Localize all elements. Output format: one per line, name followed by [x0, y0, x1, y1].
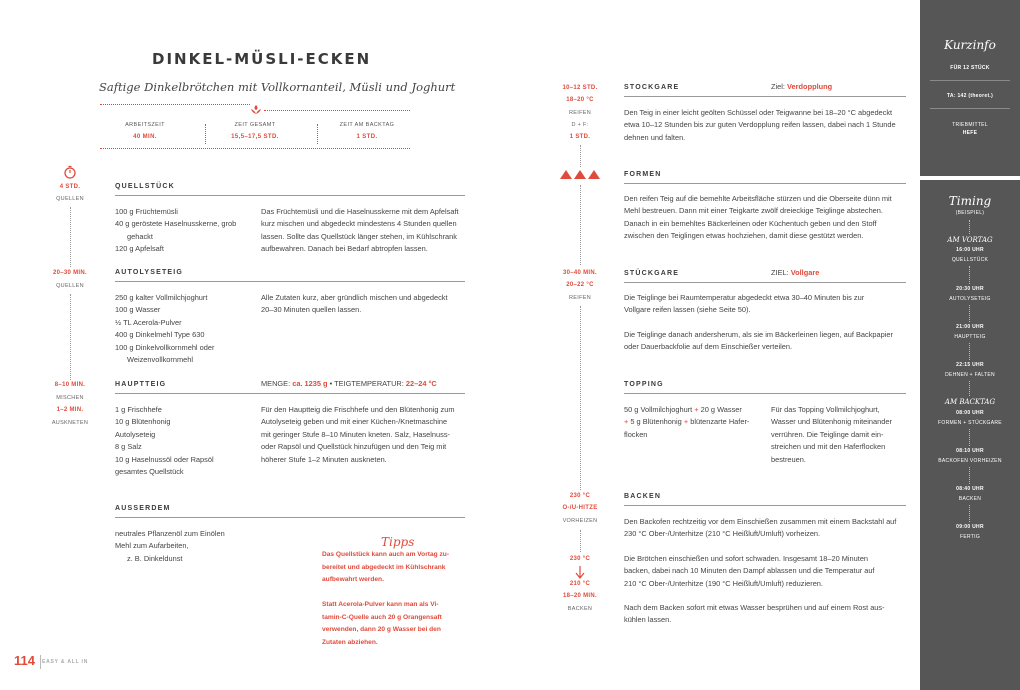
header-bottom-divider	[100, 148, 410, 149]
arrow-down-icon	[575, 565, 585, 579]
hauptteig-label-auskneten: AUSKNETEN	[51, 420, 89, 426]
backen-time: 18–20 MIN.	[562, 593, 598, 599]
hauptteig-menge	[261, 378, 437, 390]
timeline-connector	[70, 294, 71, 380]
page-number: 114	[14, 653, 35, 668]
ingredient-line: 8 g Salz	[115, 442, 142, 452]
text-line: oder Rapsöl und Quellstück hinzufügen und den Teig mit	[261, 442, 447, 452]
sidebar-divider	[930, 108, 1010, 109]
timeline-connector	[70, 207, 71, 267]
timeline-dots	[969, 381, 970, 396]
ausserdem-list	[115, 528, 265, 565]
timeline-dots	[969, 429, 970, 446]
backen-label-backen: BACKEN	[567, 606, 593, 612]
text-line: mit geringer Stufe 8–10 Minuten kneten. Salz, Haselnuss-	[261, 429, 450, 439]
text-line: Vollgare reifen lassen (siehe Seite 50).	[624, 305, 751, 315]
backen-temp-reduced: 210 °C	[569, 581, 591, 587]
text-line: backen, dabei nach 10 Minuten den Dampf ablassen und die Temperatur auf	[624, 566, 875, 576]
ingredient-line: Autolyseteig	[115, 429, 156, 439]
ingredient-line: flocken	[624, 429, 648, 439]
hauptteig-label-mischen: MISCHEN	[56, 395, 84, 401]
timeline-step: HAUPTTEIG	[954, 334, 986, 340]
ingredient-line: 40 g geröstete Haselnusskerne, grob	[115, 219, 237, 229]
text-line: Die Teiglinge danach andersherum, als sie im Bäckerleinen liegen, auf Backpapier	[624, 330, 893, 339]
autolyse-heading: AUTOLYSETEIG	[115, 269, 184, 276]
tips-line: Zutaten abziehen.	[322, 638, 378, 646]
text-line: Nach dem Backen sofort mit etwas Wasser besprühen und auf einem Rost aus-	[624, 603, 885, 612]
ingredient-line: 1 g Frischhefe	[115, 405, 162, 414]
kurzinfo-title: Kurzinfo	[944, 38, 996, 52]
timeline-step: AUTOLYSETEIG	[949, 296, 991, 302]
footer-label: EASY & ALL IN	[42, 659, 89, 665]
timeline-time: 22:15 UHR	[956, 362, 984, 368]
text-line: verrühren. Die Teiglinge damit ein-	[771, 429, 884, 439]
menge-value: ca. 1235 g	[292, 379, 328, 388]
sidebar-divider	[930, 80, 1010, 81]
section-divider	[624, 393, 906, 394]
ingredient-line: z. B. Dinkeldunst	[127, 553, 183, 563]
text-line: oder Dauerbackfolie auf dem Einschießer verteilen.	[624, 342, 793, 352]
timeline-dots	[969, 305, 970, 322]
timeline-time: 09:00 UHR	[956, 524, 984, 530]
timeline-dots	[969, 266, 970, 284]
stueckgare-goal	[771, 267, 819, 279]
backen-heading: BACKEN	[624, 493, 662, 500]
timeline-time: 21:00 UHR	[956, 324, 984, 330]
timeline-time: 08:10 UHR	[956, 448, 984, 454]
ta-value: TA: 142 (theoret.)	[946, 93, 994, 99]
text-line: bestreuen.	[771, 454, 806, 464]
section-divider	[624, 282, 906, 283]
stockgare-text	[624, 107, 914, 144]
goal-value: Vollgare	[790, 268, 820, 277]
text-line: Den Teig in einer leicht geölten Schüssel oder Teigwanne bei 18–20 °C abgedeckt	[624, 108, 893, 117]
ingredient-line: 10 g Haselnussöl oder Rapsöl	[115, 454, 214, 464]
stockgare-time-df: 1 STD.	[569, 134, 591, 140]
quellstueck-time-label: QUELLEN	[56, 196, 84, 202]
info-value-arbeitszeit: 40 MIN.	[133, 134, 157, 140]
text-line: dehnen und falten.	[624, 132, 686, 142]
goal-value: Verdopplung	[787, 82, 833, 91]
section-divider	[115, 281, 465, 282]
stockgare-temp: 18–20 °C	[566, 97, 594, 103]
text-line: lassen. Sollte das Quellstück länger stehen, im Kühlschrank	[261, 231, 457, 241]
yield: FÜR 12 STÜCK	[950, 65, 990, 71]
stueckgare-temp: 20–22 °C	[566, 282, 594, 288]
stockgare-label-reifen: REIFEN	[569, 110, 591, 116]
text-line: Die Teiglinge bei Raumtemperatur abgedeckt etwa 30–40 Minuten bis zur	[624, 293, 865, 302]
text-line: Den reifen Teig auf die bemehlte Arbeitsfläche stürzen und die Oberseite dünn mit	[624, 194, 892, 203]
text-line: Die Brötchen einschießen und sofort schwaden. Insgesamt 18–20 Minuten	[624, 554, 869, 563]
formen-text	[624, 193, 914, 243]
recipe-subtitle: Saftige Dinkelbrötchen mit Vollkornanteil, Müsli und Joghurt	[99, 80, 456, 94]
kurzinfo-sidebar	[920, 0, 1020, 690]
info-label-arbeitszeit: ARBEITSZEIT	[125, 122, 165, 128]
autolyse-time: 20–30 MIN.	[52, 270, 88, 276]
info-separator	[205, 124, 206, 144]
section-divider	[115, 517, 465, 518]
info-value-zeit-am-backtag: 1 STD.	[356, 134, 378, 140]
tips-line	[322, 587, 472, 600]
tips-text	[322, 549, 472, 649]
stueckgare-text-2	[624, 329, 914, 354]
stockgare-goal	[771, 81, 832, 93]
text-line: Wasser und Blütenhonig miteinander	[771, 417, 892, 427]
text-line: Danach in ein bemehltes Bäckerleinen oder Küchentuch geben und den Stoff	[624, 218, 877, 228]
stueckgare-text-1	[624, 292, 914, 317]
ingredient-line: gesamtes Quellstück	[115, 467, 184, 477]
ingredient-line: 250 g kalter Vollmilchjoghurt	[115, 293, 208, 302]
text-line: kurz mischen und abgedeckt mindestens 4 Stunden quellen	[261, 219, 457, 229]
quellstueck-heading: QUELLSTÜCK	[115, 183, 175, 190]
wheat-icon	[249, 104, 263, 116]
text-line: 20–30 Minuten quellen lassen.	[261, 305, 362, 315]
backtag-label: AM BACKTAG	[944, 398, 996, 406]
tips-line: Das Quellstück kann auch am Vortag zu-	[322, 551, 450, 558]
timeline-time: 20:30 UHR	[956, 286, 984, 292]
ingredient-line: 400 g Dinkelmehl Type 630	[115, 330, 205, 340]
sidebar-section-break	[920, 176, 1020, 180]
text-line: Den Backofen rechtzeitig vor dem Einschießen zusammen mit einem Backstahl auf	[624, 517, 897, 526]
footer-divider	[40, 655, 41, 669]
hauptteig-time-mischen: 8–10 MIN.	[54, 382, 86, 388]
ingredient-line: 10 g Blütenhonig	[115, 417, 171, 427]
header-divider	[100, 104, 250, 105]
hauptteig-text	[261, 404, 481, 466]
timeline-time: 16:00 UHR	[956, 247, 984, 253]
topping-heading: TOPPING	[624, 381, 664, 388]
ingredient-line: 100 g Dinkelvollkornmehl oder	[115, 342, 215, 352]
quellstueck-text	[261, 206, 481, 256]
timeline-dots	[969, 220, 970, 234]
stockgare-time: 10–12 STD.	[562, 85, 598, 91]
autolyse-text	[261, 292, 481, 317]
text-line: kühlen lassen.	[624, 615, 672, 625]
timeline-time: 08:40 UHR	[956, 486, 984, 492]
ingredient-line: 100 g Früchtemüsli	[115, 207, 178, 216]
ingredient-line: gehackt	[127, 231, 153, 241]
text-line: zwischen den Teiglingen etwas hochziehen, damit diese gestützt werden.	[624, 231, 864, 241]
tips-line: bereitet und abgedeckt im Kühlschrank	[322, 563, 446, 571]
timeline-time: 08:00 UHR	[956, 410, 984, 416]
timeline-connector	[580, 530, 581, 552]
tips-line: verwenden, dann 20 g Wasser bei den	[322, 626, 441, 633]
recipe-title: DINKEL-MÜSLI-ECKEN	[152, 50, 372, 68]
timeline-step: BACKOFEN VORHEIZEN	[938, 458, 1002, 464]
temp-value: 22–24 °C	[405, 379, 437, 388]
text-line: Das Früchtemüsli und die Haselnusskerne mit dem Apfelsaft	[261, 207, 459, 216]
ingredient-line: 120 g Apfelsaft	[115, 244, 164, 254]
tips-title: Tipps	[381, 535, 415, 549]
timing-subtitle: (BEISPIEL)	[955, 210, 985, 216]
text-line: Alle Zutaten kurz, aber gründlich mischen und abgedeckt	[261, 293, 448, 302]
ingredient-line: neutrales Pflanzenöl zum Einölen	[115, 529, 225, 538]
stueckgare-heading: STÜCKGARE	[624, 270, 680, 277]
text-line: 210 °C Ober-/Unterhitze (190 °C Heißluft/Umluft) reduzieren.	[624, 578, 823, 588]
timeline-connector	[580, 185, 581, 265]
stockgare-label-df: D + F:	[571, 122, 589, 128]
timeline-step: FERTIG	[959, 534, 981, 540]
ingredient-line: Weizenvollkornmehl	[127, 355, 193, 365]
tips-line: aufbewahrt werden.	[322, 576, 384, 583]
stueckgare-time: 30–40 MIN.	[562, 270, 598, 276]
timing-title: Timing	[948, 194, 992, 208]
section-divider	[115, 393, 465, 394]
triebmittel-value: HEFE	[962, 130, 978, 136]
text-line: etwa 10–12 Stunden bis zur guten Verdopplung reifen lassen, dabei nach 1 Stunde	[624, 120, 896, 130]
vortag-label: AM VORTAG	[947, 236, 993, 244]
timeline-connector	[580, 306, 581, 490]
backen-text-1	[624, 516, 914, 541]
timeline-step: DEHNEN + FALTEN	[945, 372, 995, 378]
text-line: Mehl bestreuen. Dann mit einer Teigkarte zwölf dreieckige Teiglinge abstechen.	[624, 206, 883, 216]
formen-heading: FORMEN	[624, 171, 662, 178]
backen-label-vorheizen: VORHEIZEN	[562, 518, 598, 524]
text-line: 230 °C Ober-/Unterhitze (210 °C Heißluft/Umluft) vorheizen.	[624, 529, 821, 539]
timeline-step: FORMEN + STÜCKGARE	[938, 420, 1002, 426]
ausserdem-heading: AUSSERDEM	[115, 505, 171, 512]
autolyse-time-label: QUELLEN	[56, 283, 84, 289]
ingredient-line: 100 g Wasser	[115, 305, 161, 315]
stockgare-heading: STOCKGARE	[624, 84, 680, 91]
backen-text-3	[624, 602, 914, 627]
ingredient-line: 50 g Vollmilchjoghurt + 20 g Wasser	[624, 405, 742, 414]
autolyse-ingredients	[115, 292, 255, 366]
backen-text-2	[624, 553, 914, 590]
goal-label: ZIEL:	[771, 268, 789, 277]
section-divider	[624, 96, 906, 97]
ingredient-line: ½ TL Acerola-Pulver	[115, 317, 182, 327]
header-divider-right	[264, 110, 410, 111]
tips-line: Statt Acerola-Pulver kann man als Vi-	[322, 601, 439, 608]
text-line: Autolyseteig geben und mit einer Küchen-/Knetmaschine	[261, 417, 448, 427]
tips-line: tamin-C-Quelle auch 20 g Orangensaft	[322, 613, 442, 621]
info-label-zeit-gesamt: ZEIT GESAMT	[234, 122, 276, 128]
temp-label: • TEIGTEMPERATUR:	[329, 379, 404, 388]
goal-label: Ziel:	[771, 82, 785, 91]
timeline-dots	[969, 505, 970, 522]
timeline-step: BACKEN	[958, 496, 982, 502]
quellstueck-time: 4 STD.	[59, 184, 81, 190]
menge-label: MENGE:	[261, 379, 291, 388]
text-line: Für den Hauptteig die Frischhefe und den Blütenhonig zum	[261, 405, 455, 414]
ingredient-line: Mehl zum Aufarbeiten,	[115, 541, 189, 551]
text-line: aufbewahren. Danach bei Bedarf abtropfen lassen.	[261, 244, 428, 254]
info-label-zeit-am-backtag: ZEIT AM BACKTAG	[339, 122, 395, 128]
timeline-connector	[580, 145, 581, 167]
timeline-dots	[969, 343, 970, 360]
hauptteig-heading: HAUPTTEIG	[115, 381, 167, 388]
hauptteig-ingredients	[115, 404, 255, 478]
ingredient-line: + 5 g Blütenhonig + blütenzarte Hafer-	[624, 417, 750, 427]
bread-rolls-icon	[559, 168, 603, 182]
info-value-zeit-gesamt: 15,5–17,5 STD.	[231, 134, 279, 140]
timeline-step: QUELLSTÜCK	[951, 257, 989, 263]
backen-temp-start: 230 °C	[569, 556, 591, 562]
backen-temp-vorheizen: 230 °C	[569, 493, 591, 499]
stueckgare-label: REIFEN	[569, 295, 591, 301]
topping-ingredients	[624, 404, 769, 441]
text-line: höherer Stufe 1–2 Minuten auskneten.	[261, 454, 387, 464]
backen-mode: O-/U-HITZE	[562, 505, 598, 511]
info-separator	[317, 124, 318, 144]
text-line: Für das Topping Vollmilchjoghurt,	[771, 405, 880, 414]
section-divider	[115, 195, 465, 196]
timeline-dots	[969, 467, 970, 484]
timer-icon	[63, 165, 77, 179]
section-divider	[624, 183, 906, 184]
quellstueck-ingredients	[115, 206, 255, 256]
text-line: streichen und mit den Haferflocken	[771, 442, 886, 452]
topping-text	[771, 404, 911, 466]
section-divider	[624, 505, 906, 506]
hauptteig-time-auskneten: 1–2 MIN.	[56, 407, 84, 413]
triebmittel-label: TRIEBMITTEL	[952, 122, 988, 128]
